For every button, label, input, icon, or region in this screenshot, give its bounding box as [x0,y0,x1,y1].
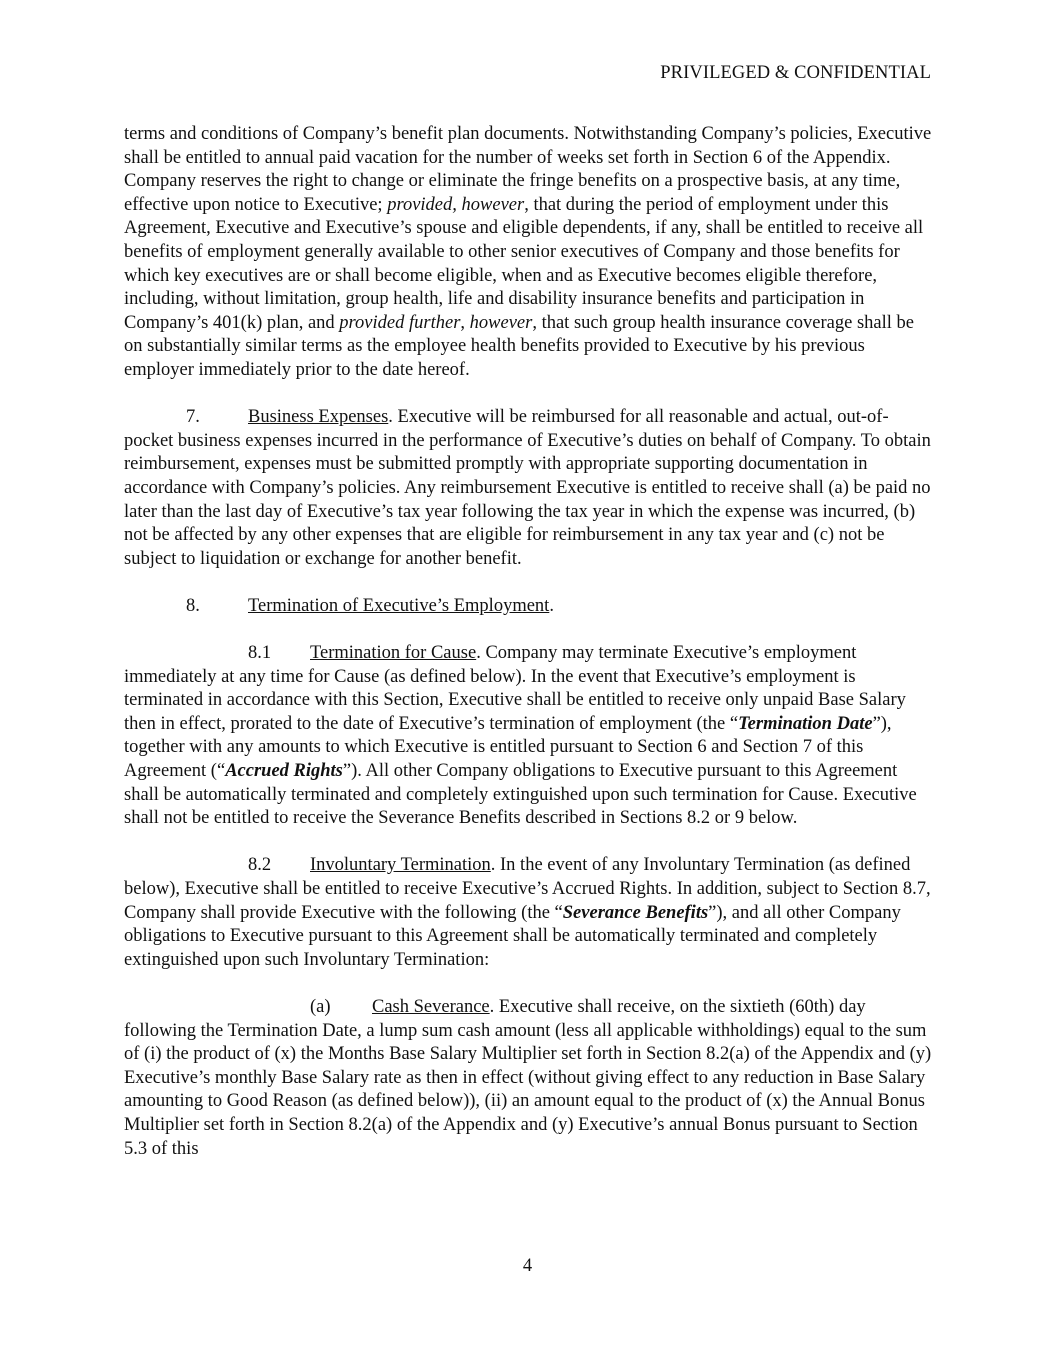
section-heading: Involuntary Termination [310,855,491,876]
confidentiality-header: PRIVILEGED & CONFIDENTIAL [660,63,931,83]
document-body [124,123,932,1161]
italic-however: however [469,312,533,333]
section-heading: Termination for Cause [310,643,477,664]
section-number: (a) [310,996,331,1017]
section-7-business-expenses: 7. Business Expenses. Executive will be reimbursed for all reasonable and actual, out-of-pocket business expenses incurred in the performance of Executive’s duties on behalf of Company. To obtain reimbursement, expenses must be submitted promptly with appropriate supporting documentation in accordance with Company’s policies. Any reimbursement Executive is entitled to receive shall (a) be paid no later than the last day of Executive’s tax year following the tax year in which the expense was incurred, (b) not be affected by any other expenses that are eligible for reimbursement in any tax year and (c) not be subject to liquidation or exchange for another benefit. [124,407,931,569]
section-8-2-involuntary-termination: 8.2 Involuntary Termination. In the event of any Involuntary Termination (as defined below), Executive shall be entitled to receive Executive’s Accrued Rights. In addition, subject to Section 8.7, Company shall provide Executive with the following (the “Severance Benefits”), and all other Company obligations to Executive pursuant to this Agreement shall be automatically terminated and completely extinguished upon such Involuntary Termination: [124,855,931,970]
section-number: 8.2 [248,855,272,876]
section-number: 7. [186,407,200,428]
section-heading: Cash Severance [372,996,490,1017]
italic-provided-however: provided, however [387,194,525,215]
section-heading: Termination of Executive’s Employment [248,595,550,616]
section-number: 8. [186,595,200,616]
section-heading: Business Expenses [248,407,389,428]
defined-term-severance-benefits: Severance Benefits [562,902,709,923]
defined-term-accrued-rights: Accrued Rights [225,761,343,782]
section-number: 8.1 [248,643,272,664]
paragraph-benefits-continued: terms and conditions of Company’s benefit plan documents. Notwithstanding Company’s policies, Executive shall be entitled to annual paid vacation for the number of weeks set forth in Section 6 of the Appendix. Company reserves the right to change or eliminate the fringe benefits on a prospective basis, at any time, effective upon notice to Executive; provided, however, that during the period of employment under this Agreement, Executive and Executive’s spouse and eligible dependents, if any, shall be entitled to receive all benefits of employment generally available to other senior executives of Company and those benefits for which key executives are or shall become eligible, when and as Executive becomes eligible therefore, including, without limitation, group health, life and disability insurance benefits and participation in Company’s 401(k) plan, and provided further, however, that such group health insurance coverage shall be on substantially similar terms as the employee health benefits provided to Executive by his previous employer immediately prior to the date hereof. [124,124,932,380]
italic-provided-further: provided further [339,312,461,333]
page-number: 4 [522,1256,533,1276]
section-8-1-termination-for-cause: 8.1 Termination for Cause. Company may terminate Executive’s employment immediately at any time for Cause (as defined below). In the event that Executive’s employment is terminated in accordance with this Section, Executive shall be entitled to receive only unpaid Base Salary then in effect, prorated to the date of Executive’s termination of employment (the “Termination Date”), together with any amounts to which Executive is entitled pursuant to Section 6 and Section 7 of this Agreement (“Accrued Rights”). All other Company obligations to Executive pursuant to this Agreement shall be automatically terminated and completely extinguished upon such termination for Cause. Executive shall not be entitled to receive the Severance Benefits described in Sections 8.2 or 9 below. [124,643,917,829]
section-8-termination: 8. Termination of Executive’s Employment. [124,595,932,619]
section-8-2-a-cash-severance: (a) Cash Severance. Executive shall receive, on the sixtieth (60th) day following the Termination Date, a lump sum cash amount (less all applicable withholdings) equal to the sum of (i) the product of (x) the Months Base Salary Multiplier set forth in Section 8.2(a) of the Appendix and (y) Executive’s monthly Base Salary rate as then in effect (without giving effect to any reduction in Base Salary amounting to Good Reason (as defined below)), (ii) an amount equal to the product of (x) the Annual Bonus Multiplier set forth in Section 8.2(a) of the Appendix and (y) Executive’s annual Bonus pursuant to Section 5.3 of this [124,996,932,1159]
defined-term-termination-date: Termination Date [738,713,873,734]
